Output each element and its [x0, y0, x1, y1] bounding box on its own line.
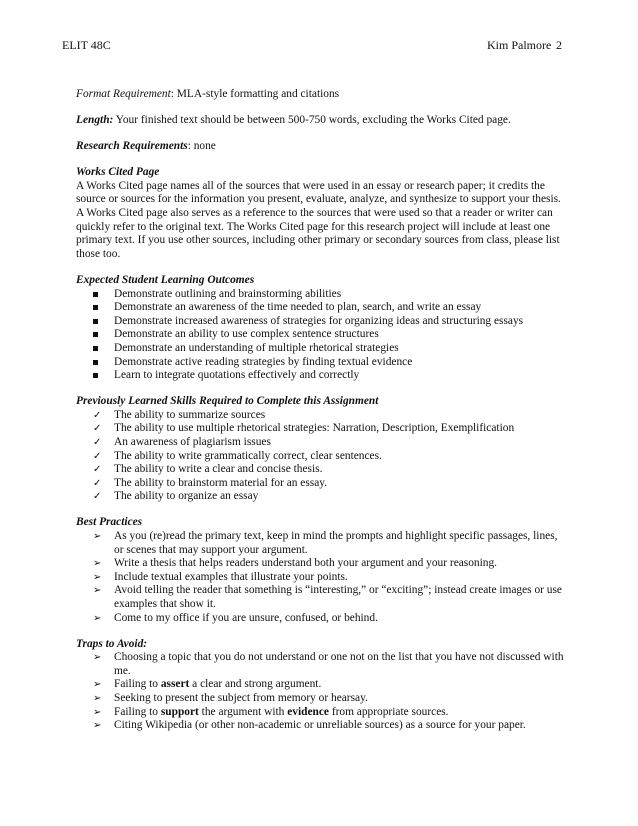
checkmark-icon: ✓ [93, 409, 102, 421]
list-item [76, 342, 568, 356]
bullet-square-icon [93, 315, 107, 329]
list-item [76, 719, 568, 733]
bullet-square-icon [93, 356, 107, 370]
list-item [76, 612, 568, 626]
checkmark-icon: ✓ [93, 423, 102, 435]
list-item-text: Come to my office if you are unsure, confused, or behind. [114, 611, 378, 624]
list-item-text: Demonstrate increased awareness of strategies for organizing ideas and structuring essays [114, 314, 524, 327]
list-item [76, 530, 568, 557]
arrow-bullet-icon: ➢ [93, 558, 102, 570]
list-item-text: Seeking to present the subject from memory or hearsay. [114, 692, 368, 705]
outcomes-list [76, 288, 568, 383]
list-item-text: Avoid telling the reader that something is “interesting,” or “exciting”; instead create images or use examples that show it. [114, 584, 562, 610]
bullet-square-icon [93, 369, 107, 383]
list-item [76, 678, 568, 692]
list-item [76, 409, 568, 423]
research-requirement [76, 140, 568, 154]
length-label: Length: [76, 114, 114, 127]
works-cited-body: A Works Cited page names all of the sources that were used in an essay or research paper; it credits the source or sources for the information you present, evaluate, analyze, and synthesize to support your thesis. A Works Cited page also serves as a reference to the sources that were used so that a reader or writer can quickly refer to the original text. The Works Cited page for this research project will include at least one primary text. If you use other sources, including other primary or secondary sources from class, please list those too. [76, 179, 561, 260]
list-item-text: Write a thesis that helps readers understand both your argument and your reasoning. [114, 557, 498, 570]
list-item-text: An awareness of plagiarism issues [114, 435, 271, 448]
arrow-bullet-icon: ➢ [93, 706, 102, 718]
length-text: Your finished text should be between 500-750 words, excluding the Works Cited page. [113, 114, 511, 127]
list-item [76, 692, 568, 706]
checkmark-icon: ✓ [93, 436, 102, 448]
list-item-text: Failing to support the argument with evidence from appropriate sources. [114, 705, 449, 718]
list-item [76, 571, 568, 585]
arrow-bullet-icon: ➢ [93, 531, 102, 543]
list-item [76, 557, 568, 571]
skills-list [76, 409, 568, 504]
arrow-bullet-icon: ➢ [93, 571, 102, 583]
list-item [76, 301, 568, 315]
list-item [76, 584, 568, 611]
list-item [76, 706, 568, 720]
list-item-text: Demonstrate outlining and brainstorming abilities [114, 287, 342, 300]
list-item [76, 328, 568, 342]
arrow-bullet-icon: ➢ [93, 720, 102, 732]
list-item-text: Learn to integrate quotations effectively and correctly [114, 369, 360, 382]
list-item-text: Demonstrate an understanding of multiple rhetorical strategies [114, 341, 399, 354]
list-item [76, 490, 568, 504]
bullet-square-icon [93, 328, 107, 342]
header-page-number: 2 [556, 38, 562, 52]
list-item-text: The ability to write a clear and concise thesis. [114, 463, 323, 476]
length-requirement [76, 114, 568, 128]
arrow-bullet-icon: ➢ [93, 693, 102, 705]
works-cited-heading: Works Cited Page [76, 166, 160, 179]
list-item-text: Citing Wikipedia (or other non-academic or unreliable sources) as a source for your paper. [114, 719, 526, 732]
format-label: Format Requirement [76, 88, 171, 100]
emphasis-evidence: evidence [287, 705, 329, 718]
checkmark-icon: ✓ [93, 477, 102, 489]
list-item [76, 315, 568, 329]
format-requirement [76, 88, 568, 102]
traps-list [76, 651, 568, 733]
checkmark-icon: ✓ [93, 491, 102, 503]
arrow-bullet-icon: ➢ [93, 679, 102, 691]
document-body [76, 88, 568, 733]
list-item-text: Choosing a topic that you do not understand or one not on the list that you have not discussed with me. [114, 651, 564, 677]
list-item-text: The ability to summarize sources [114, 408, 266, 421]
list-item-text: As you (re)read the primary text, keep in mind the prompts and highlight specific passages, lines, or scenes that may support your argument. [114, 530, 558, 556]
list-item [76, 422, 568, 436]
list-item [76, 651, 568, 678]
checkmark-icon: ✓ [93, 450, 102, 462]
research-text: : none [187, 140, 216, 153]
list-item [76, 369, 568, 383]
list-item-text: The ability to brainstorm material for an essay. [114, 476, 328, 489]
list-item [76, 356, 568, 370]
traps-heading: Traps to Avoid: [76, 637, 148, 650]
arrow-bullet-icon: ➢ [93, 585, 102, 597]
list-item-text: Demonstrate an ability to use complex sentence structures [114, 328, 379, 341]
best-practices-heading: Best Practices [76, 516, 143, 529]
format-text: : MLA-style formatting and citations [170, 88, 340, 100]
list-item [76, 477, 568, 491]
checkmark-icon: ✓ [93, 464, 102, 476]
bullet-square-icon [93, 288, 107, 302]
arrow-bullet-icon: ➢ [93, 652, 102, 664]
emphasis-support: support [160, 705, 199, 718]
header-author: Kim Palmore [487, 38, 552, 52]
outcomes-heading: Expected Student Learning Outcomes [76, 273, 255, 286]
list-item [76, 436, 568, 450]
list-item-text: Demonstrate an awareness of the time needed to plan, search, and write an essay [114, 301, 482, 314]
list-item-text: The ability to use multiple rhetorical strategies: Narration, Description, Exemplification [114, 422, 515, 435]
header-course: ELIT 48C [62, 38, 111, 52]
list-item [76, 288, 568, 302]
skills-heading: Previously Learned Skills Required to Complete this Assignment [76, 395, 379, 408]
emphasis-assert: assert [160, 678, 190, 691]
best-practices-list [76, 530, 568, 625]
list-item-text: Failing to assert a clear and strong argument. [114, 678, 322, 691]
list-item [76, 450, 568, 464]
list-item-text: The ability to write grammatically correct, clear sentences. [114, 449, 382, 462]
arrow-bullet-icon: ➢ [93, 612, 102, 624]
bullet-square-icon [93, 342, 107, 356]
list-item [76, 463, 568, 477]
list-item-text: The ability to organize an essay [114, 490, 259, 503]
list-item-text: Demonstrate active reading strategies by finding textual evidence [114, 355, 413, 368]
list-item-text: Include textual examples that illustrate your points. [114, 570, 348, 583]
research-label: Research Requirements [76, 140, 188, 153]
bullet-square-icon [93, 301, 107, 315]
